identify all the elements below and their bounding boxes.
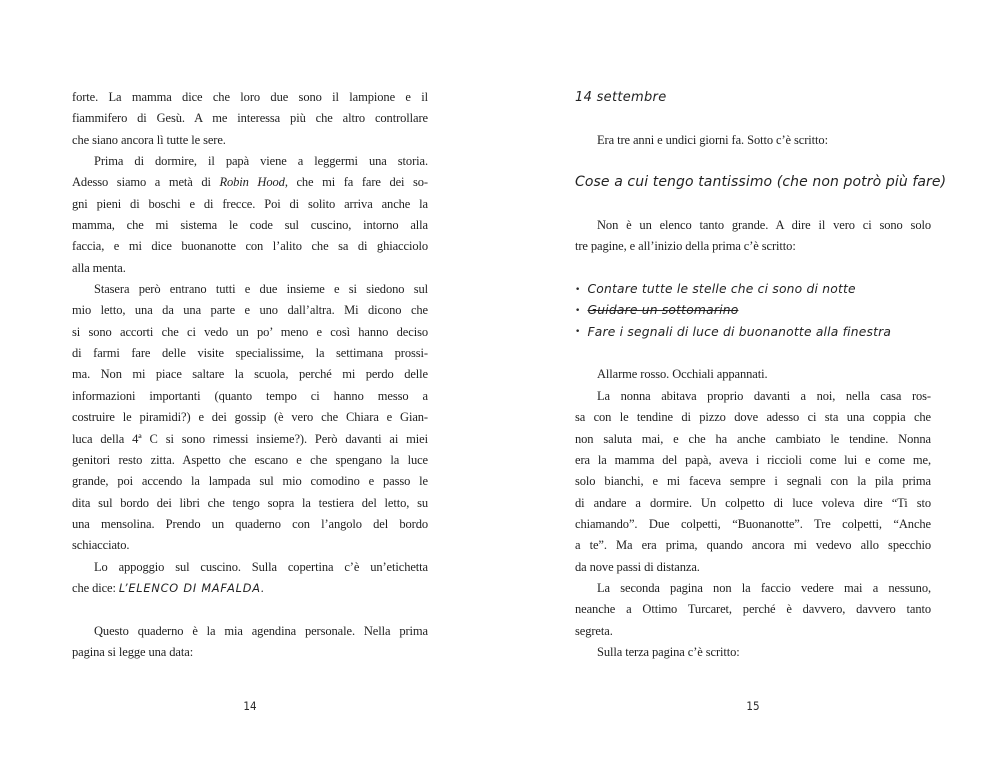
text-segment: 14 settembre: [575, 90, 667, 105]
text-segment: dita sul bordo dei libri che tengo sopra la testiera del letto, su: [72, 495, 428, 510]
text-line: [575, 364, 931, 385]
text-line: [575, 87, 931, 108]
text-line: [72, 364, 428, 385]
text-segment: Era tre anni e undici giorni fa. Sotto c’è scritto:: [597, 132, 828, 147]
text-line: [72, 236, 428, 257]
italic-title-text: Robin Hood: [219, 175, 285, 190]
text-line: [72, 407, 428, 428]
text-line: [575, 172, 947, 193]
blank-line: [575, 151, 931, 172]
text-segment: mamma, che mi sistema le code sul cuscino, intorno alla: [72, 218, 428, 233]
text-line: [72, 471, 428, 492]
text-segment: da nove passi di distanza.: [575, 559, 700, 574]
text-line: [575, 300, 931, 321]
text-line: [575, 450, 931, 471]
text-line: [72, 300, 428, 321]
handwritten-label: L’ELENCO DI MAFALDA.: [118, 581, 266, 595]
text-segment: segreta.: [575, 623, 613, 638]
text-line: [575, 514, 931, 535]
text-segment: grande, poi accendo la lampada sul mio comodino e passo le: [72, 474, 428, 489]
text-segment: Contare tutte le stelle che ci sono di notte: [587, 282, 856, 297]
text-segment: ma. Non mi piace saltare la scuola, perché mi perdo delle: [72, 367, 428, 382]
text-line: [72, 514, 428, 535]
text-segment: che dice:: [72, 580, 119, 595]
text-line: [72, 258, 428, 279]
text-segment: Fare i segnali di luce di buonanotte alla finestra: [587, 324, 892, 339]
bullet-marker: •: [575, 327, 581, 338]
text-segment: Sulla terza pagina c’è scritto:: [597, 644, 740, 659]
text-segment: Adesso siamo a metà di: [72, 175, 220, 190]
bullet-marker: •: [575, 305, 581, 316]
text-line: [72, 557, 428, 578]
text-segment: alla menta.: [72, 260, 126, 275]
text-segment: neanche a Ottimo Turcaret, perché è davvero, davvero tanto: [575, 602, 931, 617]
text-segment: mio letto, una da una parte e uno dall’altra. Mi dicono che: [72, 303, 428, 318]
text-line: [72, 642, 428, 663]
text-line: [72, 493, 428, 514]
text-line: [575, 471, 931, 492]
text-segment: Cose a cui tengo tantissimo (che non potrò più fare): [575, 174, 947, 191]
text-segment: informazioni importanti (quanto tempo ci hanno messo a: [72, 388, 428, 403]
struck-list-item: Guidare un sottomarino: [587, 303, 739, 318]
page-right: [575, 0, 947, 768]
text-segment: schiacciato.: [72, 538, 130, 553]
text-line: [72, 322, 428, 343]
text-segment: tre pagine, e all’inizio della prima c’è scritto:: [575, 239, 796, 254]
text-segment: Questo quaderno è la mia agendina personale. Nella prima: [94, 623, 428, 638]
text-segment: Non è un elenco tanto grande. A dire il vero ci sono solo: [597, 218, 931, 233]
page-number-left: 14: [243, 699, 257, 713]
text-segment: Stasera però entrano tutti e due insieme e si siedono sul: [94, 282, 428, 297]
text-line: [575, 642, 931, 663]
text-line: [72, 578, 428, 599]
text-segment: fiammifero di Gesù. A me interessa più che altro controllare: [72, 111, 428, 126]
text-segment: forte. La mamma dice che loro due sono il lampione e il: [72, 90, 428, 104]
text-segment: che siano ancora lì tutte le sere.: [72, 132, 226, 147]
text-segment: era la mamma del papà, aveva i riccioli come lui e come me,: [575, 452, 931, 467]
blank-line: [575, 108, 931, 129]
text-line: [575, 236, 931, 257]
text-line: [575, 215, 931, 236]
text-line: [575, 279, 931, 300]
text-line: [575, 386, 931, 407]
blank-line: [575, 343, 931, 364]
text-segment: solo bianchi, e mi faceva sempre i segnali con la pila prima: [575, 474, 931, 489]
text-segment: Prima di dormire, il papà viene a leggermi una storia.: [94, 154, 428, 169]
text-segment: chiamando”. Due colpetti, “Buonanotte”. Tre colpetti, “Anche: [575, 516, 931, 531]
text-segment: a te”. Ma era prima, quando ancora mi vedevo allo specchio: [575, 538, 931, 553]
text-line: [72, 194, 428, 215]
page-number-right: 15: [746, 699, 760, 713]
text-segment: La nonna abitava proprio davanti a noi, nella casa ros-: [597, 388, 931, 403]
page-left-text: [72, 87, 428, 663]
blank-line: [575, 194, 931, 215]
text-line: [575, 621, 931, 642]
text-segment: una mensolina. Prendo un quaderno con l’angolo del bordo: [72, 516, 428, 531]
text-line: [72, 151, 428, 172]
text-segment: faccia, e mi dice buonanotte con l’alito che sa di ghiacciolo: [72, 239, 428, 254]
page-left: [72, 0, 428, 768]
blank-line: [72, 599, 428, 620]
text-line: [575, 557, 931, 578]
text-segment: Allarme rosso. Occhiali appannati.: [597, 367, 768, 382]
text-line: [72, 450, 428, 471]
text-segment: non saluta mai, e che ha anche cambiato le tendine. Nonna: [575, 431, 931, 446]
text-line: [72, 130, 428, 151]
text-line: [575, 130, 931, 151]
bullet-marker: •: [575, 284, 581, 295]
text-segment: si sono accorti che ci vedo un po’ meno e così hanno deciso: [72, 324, 428, 339]
text-line: [72, 279, 428, 300]
text-line: [575, 407, 931, 428]
text-line: [72, 215, 428, 236]
text-segment: luca della 4ª C si sono rimessi insieme?). Però davanti ai miei: [72, 431, 428, 446]
text-line: [72, 386, 428, 407]
text-line: [575, 493, 931, 514]
text-line: [575, 578, 931, 599]
text-line: [575, 535, 931, 556]
text-segment: La seconda pagina non la faccio vedere mai a nessuno,: [597, 580, 931, 595]
text-segment: di andare a dormire. Un colpetto di luce voleva dire “Ti sto: [575, 495, 931, 510]
text-line: [72, 343, 428, 364]
text-line: [575, 599, 931, 620]
blank-line: [575, 258, 931, 279]
text-line: [72, 429, 428, 450]
text-line: [72, 108, 428, 129]
text-segment: di farmi fare delle visite specialissime, la settimana prossi-: [72, 346, 428, 361]
text-segment: , che mi fa fare dei so-: [284, 175, 428, 190]
text-segment: Lo appoggio sul cuscino. Sulla copertina c’è un’etichetta: [94, 559, 428, 574]
text-line: [575, 322, 931, 343]
page-right-text: [575, 87, 947, 663]
text-segment: genitori resto zitta. Aspetto che escano e che spengano la luce: [72, 452, 428, 467]
text-segment: sa con le tendine di pizzo dove adesso ci sta una coppia che: [575, 410, 931, 425]
text-line: [72, 535, 428, 556]
text-segment: costruire le piramidi?) e dei gossip (è vero che Chiara e Gian-: [72, 410, 428, 425]
text-line: [72, 172, 428, 193]
text-segment: pagina si legge una data:: [72, 644, 194, 659]
text-line: [72, 87, 428, 108]
text-segment: gni pieni di boschi e di frecce. Poi di solito arriva anche la: [72, 196, 428, 211]
text-line: [575, 429, 931, 450]
text-line: [72, 621, 428, 642]
